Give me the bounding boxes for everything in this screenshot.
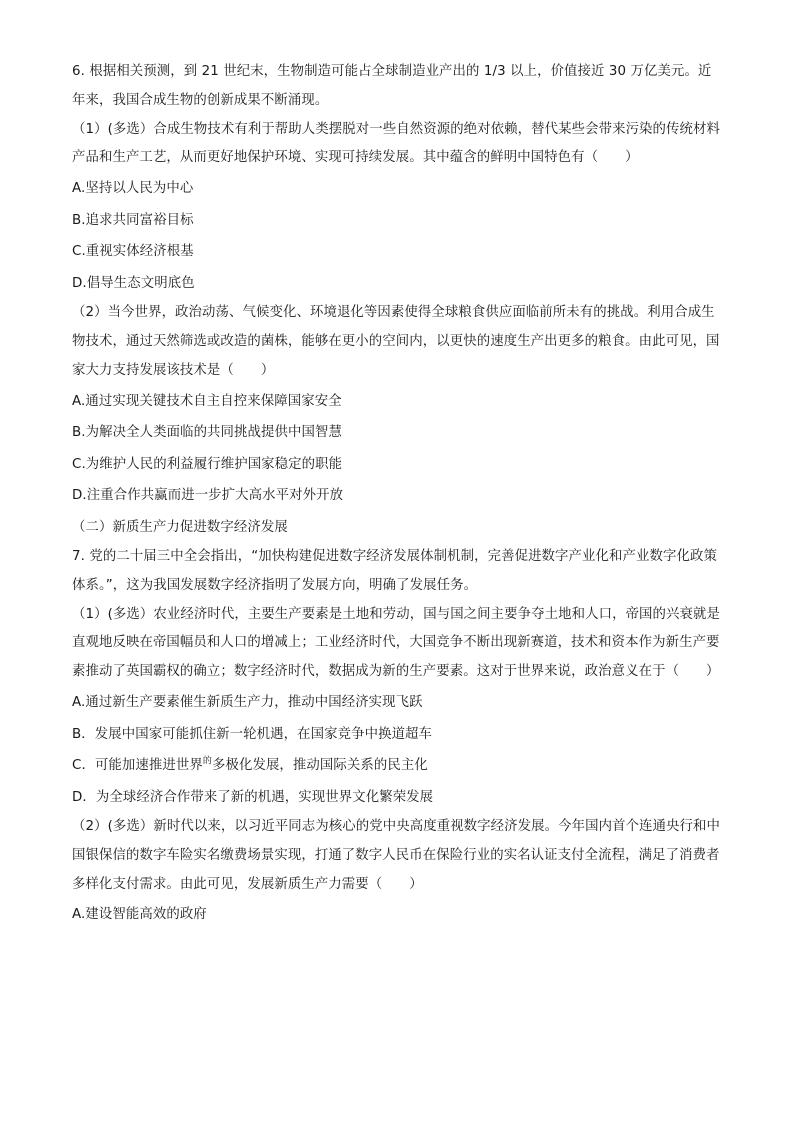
section-2-title: （二）新质生产力促进数字经济发展 bbox=[72, 519, 288, 535]
question-7-sub1-option-b: B．发展中国家可能抓住新一轮机遇，在国家竞争中换道超车 bbox=[72, 726, 433, 742]
question-7-stem: 7. 党的二十届三中全会指出，“加快构建促进数字经济发展体制机制，完善促进数字产业化和产业数字化政策体系。”，这为我国发展数字经济指明了发展方向，明确了发展任务。 bbox=[72, 549, 717, 593]
question-7-sub2-prompt: （2）(多选）新时代以来，以习近平同志为核心的党中央高度重视数字经济发展。今年国内首个连通央行和中国银保信的数字车险实名缴费场景实现，打通了数字人民币在保险行业的实名认证支付全流程，满足了消费者多样化支付需求。由此可见，发展新质生产力需要（ ） bbox=[72, 819, 720, 892]
option-c-part-2: 多极化发展，推动国际关系的民主化 bbox=[211, 758, 428, 774]
question-6-stem: 6. 根据相关预测，到 21 世纪末，生物制造可能占全球制造业产出的 1/3 以上，价值接近 30 万亿美元。近年来，我国合成生物的创新成果不断涌现。 bbox=[72, 64, 712, 108]
question-6-sub1-option-a: A.坚持以人民为中心 bbox=[72, 181, 194, 197]
question-7-sub2-option-a: A.建设智能高效的政府 bbox=[72, 907, 207, 923]
question-6-sub1-option-c: C.重视实体经济根基 bbox=[72, 244, 194, 260]
question-7-sub1-option-d: D．为全球经济合作带来了新的机遇，实现世界文化繁荣发展 bbox=[72, 789, 434, 805]
question-6-sub1-option-b: B.追求共同富裕目标 bbox=[72, 212, 194, 228]
question-7-sub1-option-c bbox=[72, 750, 722, 782]
document-page bbox=[72, 58, 722, 931]
question-6-sub2-option-d: D.注重合作共赢而进一步扩大高水平对外开放 bbox=[72, 488, 344, 504]
question-6-sub1-prompt: （1）(多选）合成生物技术有利于帮助人类摆脱对一些自然资源的绝对依赖，替代某些会带来污染的传统材料产品和生产工艺，从而更好地保护环境、实现可持续发展。其中蕴含的鲜明中国特色有（ ） bbox=[72, 121, 720, 166]
question-6-sub2-option-c: C.为维护人民的利益履行维护国家稳定的职能 bbox=[72, 456, 343, 472]
question-7-sub1-prompt: （1）(多选）农业经济时代，主要生产要素是土地和劳动，国与国之间主要争夺土地和人口，帝国的兴衰就是直观地反映在帝国幅员和人口的增减上；工业经济时代，大国竞争不断出现新赛道，技术和资本作为新生产要素推动了英国霸权的确立；数字经济时代，数据成为新的生产要素。这对于世界来说，政治意义在于（ ） bbox=[72, 606, 720, 680]
option-c-part-1: C．可能加速推进世界 bbox=[72, 758, 203, 774]
question-6-sub1-option-d: D.倡导生态文明底色 bbox=[72, 275, 195, 291]
question-6-sub2-prompt: （2）当今世界，政治动荡、气候变化、环境退化等因素使得全球粮食供应面临前所未有的挑战。利用合成生物技术，通过天然筛选或改造的菌株，能够在更小的空间内，以更快的速度生产出更多的粮食。由此可见，国家大力支持发展该技术是（ ） bbox=[72, 305, 720, 378]
option-c-superscript: 的 bbox=[202, 756, 212, 767]
question-6-sub2-option-b: B.为解决全人类面临的共同挑战提供中国智慧 bbox=[72, 425, 342, 441]
question-7-sub1-option-a: A.通过新生产要素催生新质生产力，推动中国经济实现飞跃 bbox=[72, 695, 423, 711]
question-6-sub2-option-a: A.通过实现关键技术自主自控来保障国家安全 bbox=[72, 393, 342, 409]
